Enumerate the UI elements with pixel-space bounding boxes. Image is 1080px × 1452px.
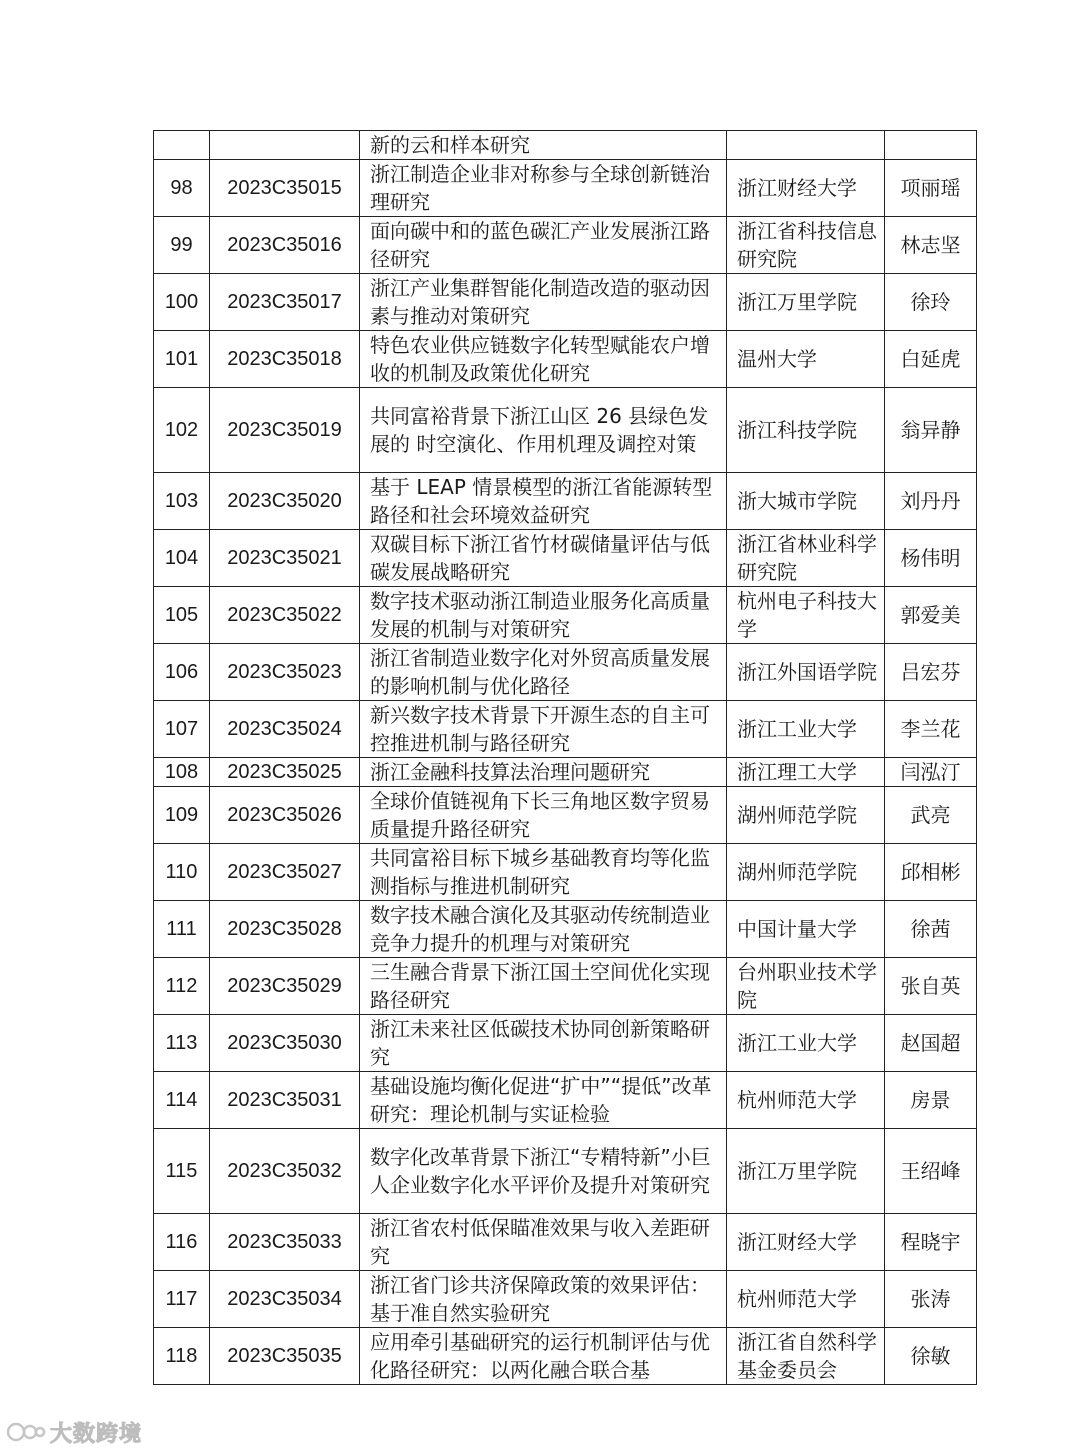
cell-code: 2023C35018 [210, 331, 360, 388]
cell-person: 武亮 [885, 787, 977, 844]
cell-title: 面向碳中和的蓝色碳汇产业发展浙江路径研究 [360, 217, 727, 274]
watermark [6, 1414, 142, 1450]
project-table [153, 130, 977, 1385]
cell-code: 2023C35021 [210, 530, 360, 587]
cell-no: 106 [154, 644, 210, 701]
cell-unit: 浙江财经大学 [727, 160, 885, 217]
cell-person: 张涛 [885, 1271, 977, 1328]
table-row [154, 473, 977, 530]
cell-unit: 温州大学 [727, 331, 885, 388]
cell-unit: 台州职业技术学院 [727, 958, 885, 1015]
cell-code: 2023C35029 [210, 958, 360, 1015]
cell-code: 2023C35015 [210, 160, 360, 217]
cell-title: 数字技术驱动浙江制造业服务化高质量发展的机制与对策研究 [360, 587, 727, 644]
cell-unit [727, 131, 885, 160]
cell-person: 徐敏 [885, 1328, 977, 1385]
table-row [154, 1072, 977, 1129]
table-row [154, 1129, 977, 1214]
cell-title: 应用牵引基础研究的运行机制评估与优化路径研究：以两化融合联合基 [360, 1328, 727, 1385]
cell-unit: 杭州电子科技大学 [727, 587, 885, 644]
cell-code: 2023C35033 [210, 1214, 360, 1271]
cell-title: 全球价值链视角下长三角地区数字贸易质量提升路径研究 [360, 787, 727, 844]
cell-no: 98 [154, 160, 210, 217]
table-row [154, 958, 977, 1015]
cell-no: 111 [154, 901, 210, 958]
cell-person: 白延虎 [885, 331, 977, 388]
cell-no: 115 [154, 1129, 210, 1214]
cell-title: 基础设施均衡化促进“扩中”“提低”改革研究：理论机制与实证检验 [360, 1072, 727, 1129]
cell-title: 共同富裕目标下城乡基础教育均等化监测指标与推进机制研究 [360, 844, 727, 901]
cell-no: 99 [154, 217, 210, 274]
cell-title: 浙江省门诊共济保障政策的效果评估：基于准自然实验研究 [360, 1271, 727, 1328]
cell-person: 王绍峰 [885, 1129, 977, 1214]
cell-person: 翁异静 [885, 388, 977, 473]
cell-code: 2023C35031 [210, 1072, 360, 1129]
cell-code: 2023C35034 [210, 1271, 360, 1328]
cell-person: 赵国超 [885, 1015, 977, 1072]
cell-code: 2023C35023 [210, 644, 360, 701]
cell-no: 102 [154, 388, 210, 473]
table-row [154, 758, 977, 787]
cell-title: 基于 LEAP 情景模型的浙江省能源转型路径和社会环境效益研究 [360, 473, 727, 530]
cell-person: 房景 [885, 1072, 977, 1129]
cell-no: 110 [154, 844, 210, 901]
table-row [154, 701, 977, 758]
cell-person: 张自英 [885, 958, 977, 1015]
cell-code: 2023C35020 [210, 473, 360, 530]
cell-person: 邱相彬 [885, 844, 977, 901]
cell-person: 吕宏芬 [885, 644, 977, 701]
table-row [154, 274, 977, 331]
cell-code: 2023C35035 [210, 1328, 360, 1385]
cell-title: 浙江未来社区低碳技术协同创新策略研究 [360, 1015, 727, 1072]
cell-person [885, 131, 977, 160]
cell-unit: 浙江外国语学院 [727, 644, 885, 701]
cell-no: 107 [154, 701, 210, 758]
cell-person: 李兰花 [885, 701, 977, 758]
table-row [154, 1015, 977, 1072]
cell-title: 新兴数字技术背景下开源生态的自主可控推进机制与路径研究 [360, 701, 727, 758]
cell-person: 林志坚 [885, 217, 977, 274]
table-row [154, 787, 977, 844]
cell-code: 2023C35032 [210, 1129, 360, 1214]
cell-title: 浙江省制造业数字化对外贸高质量发展的影响机制与优化路径 [360, 644, 727, 701]
table-row [154, 901, 977, 958]
cell-unit: 浙江万里学院 [727, 1129, 885, 1214]
cell-title: 共同富裕背景下浙江山区 26 县绿色发展的 时空演化、作用机理及调控对策 [360, 388, 727, 473]
table-row [154, 1271, 977, 1328]
cell-no [154, 131, 210, 160]
cell-unit: 浙江理工大学 [727, 758, 885, 787]
cell-unit: 浙江省科技信息研究院 [727, 217, 885, 274]
table-row [154, 844, 977, 901]
cell-code: 2023C35030 [210, 1015, 360, 1072]
cell-code: 2023C35027 [210, 844, 360, 901]
project-table-body [154, 131, 977, 1385]
table-row [154, 388, 977, 473]
table-row [154, 644, 977, 701]
cell-title: 特色农业供应链数字化转型赋能农户增收的机制及政策优化研究 [360, 331, 727, 388]
cell-no: 112 [154, 958, 210, 1015]
cell-person: 程晓宇 [885, 1214, 977, 1271]
table-row [154, 587, 977, 644]
cell-no: 118 [154, 1328, 210, 1385]
cell-no: 117 [154, 1271, 210, 1328]
cell-title: 数字化改革背景下浙江“专精特新”小巨人企业数字化水平评价及提升对策研究 [360, 1129, 727, 1214]
cell-no: 103 [154, 473, 210, 530]
cell-code: 2023C35017 [210, 274, 360, 331]
cell-title: 浙江产业集群智能化制造改造的驱动因素与推动对策研究 [360, 274, 727, 331]
cell-no: 100 [154, 274, 210, 331]
cell-unit: 浙江万里学院 [727, 274, 885, 331]
cell-title: 浙江省农村低保瞄准效果与收入差距研究 [360, 1214, 727, 1271]
cell-code: 2023C35019 [210, 388, 360, 473]
cell-title: 数字技术融合演化及其驱动传统制造业竞争力提升的机理与对策研究 [360, 901, 727, 958]
cell-title: 新的云和样本研究 [360, 131, 727, 160]
cell-no: 108 [154, 758, 210, 787]
cell-person: 徐玲 [885, 274, 977, 331]
cell-no: 104 [154, 530, 210, 587]
cell-no: 101 [154, 331, 210, 388]
cell-unit: 杭州师范大学 [727, 1271, 885, 1328]
cell-person: 杨伟明 [885, 530, 977, 587]
cell-unit: 浙江工业大学 [727, 701, 885, 758]
cell-no: 113 [154, 1015, 210, 1072]
cell-title: 浙江制造企业非对称参与全球创新链治理研究 [360, 160, 727, 217]
cell-unit: 浙江省自然科学基金委员会 [727, 1328, 885, 1385]
cell-unit: 杭州师范大学 [727, 1072, 885, 1129]
cell-no: 105 [154, 587, 210, 644]
cell-title: 浙江金融科技算法治理问题研究 [360, 758, 727, 787]
cell-code: 2023C35024 [210, 701, 360, 758]
cell-no: 116 [154, 1214, 210, 1271]
cell-person: 闫泓汀 [885, 758, 977, 787]
table-row [154, 1214, 977, 1271]
table-row [154, 530, 977, 587]
cell-no: 114 [154, 1072, 210, 1129]
cell-unit: 湖州师范学院 [727, 844, 885, 901]
table-row [154, 160, 977, 217]
cell-title: 三生融合背景下浙江国土空间优化实现路径研究 [360, 958, 727, 1015]
cell-code: 2023C35028 [210, 901, 360, 958]
cell-title: 双碳目标下浙江省竹材碳储量评估与低碳发展战略研究 [360, 530, 727, 587]
cell-unit: 浙江财经大学 [727, 1214, 885, 1271]
cell-unit: 浙大城市学院 [727, 473, 885, 530]
table-row [154, 331, 977, 388]
watermark-text: 大数跨境 [50, 1421, 143, 1447]
table-row [154, 1328, 977, 1385]
cell-unit: 浙江工业大学 [727, 1015, 885, 1072]
cell-code: 2023C35022 [210, 587, 360, 644]
cell-code: 2023C35026 [210, 787, 360, 844]
cell-person: 刘丹丹 [885, 473, 977, 530]
table-row [154, 131, 977, 160]
cell-unit: 浙江省林业科学研究院 [727, 530, 885, 587]
cell-unit: 浙江科技学院 [727, 388, 885, 473]
cell-person: 徐茜 [885, 901, 977, 958]
table-row [154, 217, 977, 274]
dashukuajing-logo-icon [6, 1419, 46, 1445]
cell-code: 2023C35025 [210, 758, 360, 787]
cell-code: 2023C35016 [210, 217, 360, 274]
cell-person: 郭爱美 [885, 587, 977, 644]
cell-no: 109 [154, 787, 210, 844]
cell-code [210, 131, 360, 160]
cell-unit: 中国计量大学 [727, 901, 885, 958]
cell-unit: 湖州师范学院 [727, 787, 885, 844]
cell-person: 项丽瑶 [885, 160, 977, 217]
